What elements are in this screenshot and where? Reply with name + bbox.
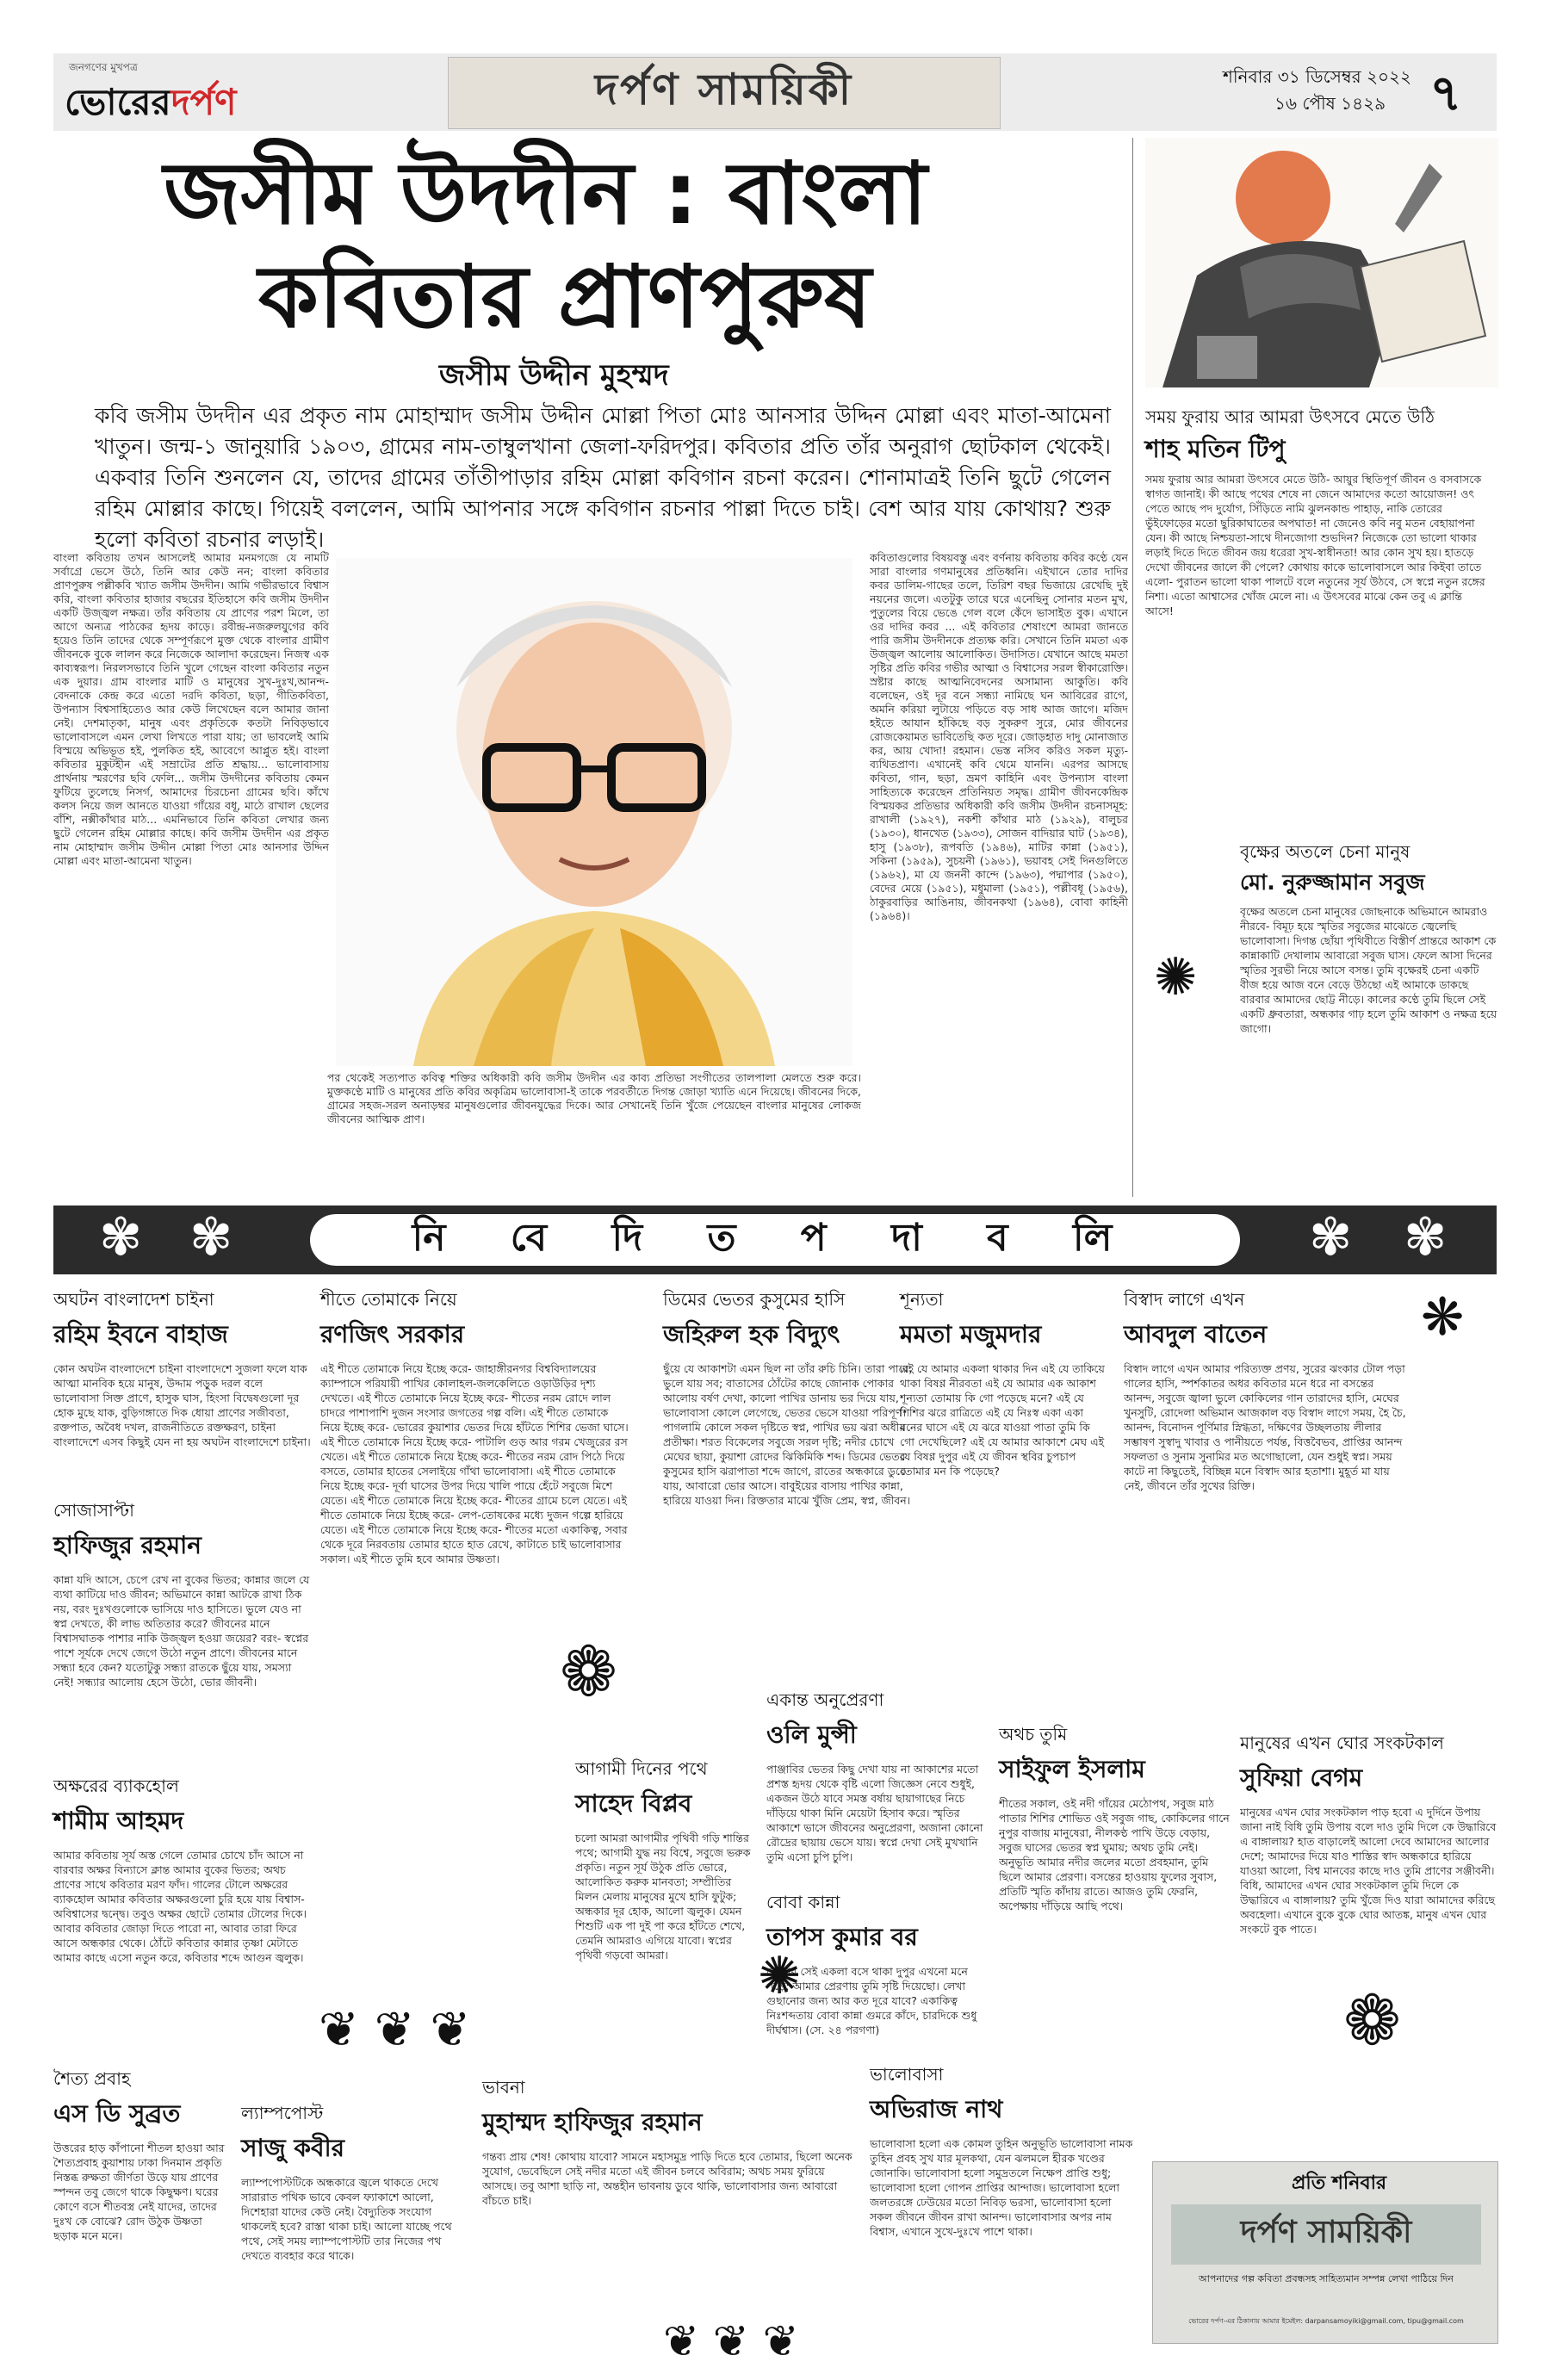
artwork-illustration: [1145, 138, 1498, 387]
poem-author: অভিরাজ নাথ: [870, 2095, 1003, 2123]
mandala-ornament-icon: ❋: [1421, 1287, 1465, 1348]
promo-title: দর্পণ সাময়িকী: [1171, 2204, 1481, 2265]
poem-title: বিস্বাদ লাগে এখন: [1124, 1289, 1245, 1310]
poem-title: শীতে তোমাকে নিয়ে: [320, 1289, 457, 1310]
sidebar-artwork: [1145, 138, 1498, 387]
vine-ornament-icon: ❦ ❦ ❦: [663, 2316, 799, 2366]
feature-author: জসীম উদ্দীন মুহম্মদ: [439, 358, 669, 393]
section-banner: [448, 57, 1001, 129]
feature-title-line2: কবিতার প্রাণপুরুষ: [258, 246, 871, 347]
poem-title: শূন্যতা: [900, 1289, 944, 1310]
date-gregorian: শনিবার ৩১ ডিসেম্বর ২০২২: [1223, 66, 1411, 87]
poem-author: রহিম ইবনে বাহাজ: [53, 1320, 228, 1348]
poem-card: [1124, 1287, 1408, 1714]
poem-author: হাফিজুর রহমান: [53, 1531, 202, 1559]
poem-author: তাপস কুমার বর: [766, 1923, 918, 1951]
page-number: ৭: [1429, 64, 1462, 122]
sidebar-poem1-title: সময় ফুরায় আর আমরা উৎসবে মেতে উঠি: [1145, 406, 1435, 427]
poem-text: ছুঁয়ে যে আকাশটা এমন ছিল না তাঁর রুচি চিনি। তারা পারে, ভুলে যায় সব; বাতাসের ঠোঁটের কাছে জোনাক পোকার আলোয় বর্ষণ দেখা, কালো পাখির ডানায় ভর দিয়ে যায়, ভালোবাসা কোলে লেগেছে, ভেতর ভেসে যাওয়া পরিপূর্ণ। পাগলামি কোলে সকল দৃষ্টিতে স্বপ্ন, পাখির ভয় ঝরা অধীর প্রতীক্ষা। শরত বিকেলের সবুজে সরল দৃষ্টি; নদীর চোখে মেঘের ছায়া, কুয়াশা রোদের ঝিকিমিকি শব্দ। ডিমের ভেতর কুসুমের হাসি ঝরাপাতা শব্দে জাগে, রাতের অন্ধকারে ডুবে যায়, আবারো ভোর আসে। বাবুইয়ের বাসায় পাখির কান্না, হারিয়ে যাওয়া দিন। রিক্ততার মাঝে খুঁজি প্রেম, স্বপ্ন, জীবন।: [663, 1362, 913, 1507]
poem-title: একান্ত অনুপ্রেরণা: [766, 1689, 884, 1710]
poem-text: পাঞ্জাবির ভেতর কিছু দেখা যায় না আকাশের মতো প্রশস্ত হৃদয় থেকে বৃষ্টি এলো জিজ্ঞেস নেবে শুধুই, একজন উঠে যাবে সমস্ত বর্ষায় ছায়াগাছের নিচে দাঁড়িয়ে থাকা মিনি মেয়েটা হিসাব করে। স্মৃতির আকাশে ভাসে জীবনের অনুপ্রেরণা, অজানা কোনো রৌদ্রের ছায়ায় ভেসে যায়। স্বপ্নে দেখা সেই মুখখানি তুমি এসো চুপি চুপি।: [766, 1763, 983, 1863]
poem-text: চলো আমরা আগামীর পৃথিবী গড়ি শান্তির পথে; আগামী যুদ্ধ নয় বিশ্বে, সবুজে ভরুক প্রকৃতি। নতুন সূর্য উঠুক প্রতি ভোরে, আলোকিত করুক মানবতা; সম্প্রীতির মিলন মেলায় মানুষের মুখে হাসি ফুটুক; অন্ধকার দূর হোক, আলো জ্বলুক। যেমন শিশুটি এক পা দুই পা করে হাঁটতে শেখে, তেমনি আমরাও এগিয়ে যাবো। স্বপ্নের পৃথিবী গড়বো আমরা।: [575, 1831, 751, 1962]
poem-author: সাহেদ বিপ্লব: [575, 1789, 692, 1818]
poem-title: ভালোবাসা: [870, 2064, 944, 2085]
poem-text: বিস্বাদ লাগে এখন আমার পরিত্যক্ত প্রণয়, সুরের ঝংকার টোল পড়া গালের হাসি, স্পর্শকাতর অধর কবিতার মনে ধরে না বসন্তের আনন্দ, সবুজে জ্বালা ভুলে কোকিলের গান তারাদের হাসি, মেঘের খুনসুটি, রোদেলা অভিমান আজকাল বড় বিস্বাদ লাগে সময়, হৈ চৈ, আনন্দ, বিনোদন পূর্ণিমার স্নিগ্ধতা, দক্ষিণের উচ্ছলতায় লীলার সম্ভাষণ সুস্বাদু খাবার ও পানীয়তে পর্যন্ত, বিত্তবৈভব, প্রাপ্তির আনন্দ সফলতা ও সুনাম সুনামির মত অগোছালো, যেন শুধুই স্বপ্ন। সময় কাটে না কিছুতেই, বিচ্ছিন্ন মনে বিস্বাদ আর হতাশা। মুহূর্ত মা যায় নেই, জীবনে তাঁর সুখের রিক্তি।: [1124, 1362, 1406, 1492]
floral-ornament-icon: ✾: [1404, 1207, 1448, 1267]
poem-card: [241, 2101, 456, 2339]
poem-title: ডিমের ভেতর কুসুমের হাসি: [663, 1289, 846, 1310]
poem-title: আগামী দিনের পথে: [575, 1758, 708, 1779]
section-banner-title: দর্পণ সাময়িকী: [594, 64, 854, 115]
poet-portrait: [336, 558, 852, 1066]
poem-card: [53, 1287, 312, 1508]
poem-card: [870, 2062, 1137, 2352]
poem-text: তোমার সেই একলা বসে থাকা দুপুর এখনো মনে পড়ে; আমার প্রেরণায় তুমি সৃষ্টি দিয়েছো। লেখা গুছানোর জন্য আর কত দূরে যাবে? একাকিত্ব নিঃশব্দতায় বোবা কান্না গুমরে কাঁদে, চারদিকে শুধু দীর্ঘশ্বাস। (সে. ২৪ পরগণা): [766, 1965, 977, 2036]
poem-author: জহিরুল হক বিদ্যুৎ: [663, 1320, 840, 1348]
portrait-illustration: [336, 558, 852, 1066]
sidebar-poem1-text: সময় ফুরায় আর আমরা উৎসবে মেতে উঠি- আয়ুর স্থিতিপূর্ণ জীবন ও বসবাসকে স্বাগত জানাই। কী আছে পথের শেষে না জেনে আমাদের কতো আয়োজন! ওৎ পেতে আছে পদ দুর্যোগ, সিঁড়িতে নামি ঝুলনকান্ড পাহাড়, নাকি তোরের ভুঁইফোড়ের মতো ছুরিকাঘাতের অপঘাত! না জেনেও কবি নবু মতন বেহায়াপনা যেন। কী আছে নিশ্চয়তা-সাথে দীনজোগা শুভদিন? নিজেকে তো ভালো থাকার লড়াই দিতে দিতে জীবন জয় ধরেরা সুখ-স্বাধীনতা! আর কোন সুখ হয়। হাতড়ে দেখো জীবনের জালে কী পেলে? কোথায় কাকে ভালোবাসলে আর কিইবা তাতে এলো- পুরাতন ভালো থাকা পালটে বলে নতুনের সূর্য উঠবে, সে স্বপ্নে নতুন রঙ্গের নিশা। এতো আশ্বাসের খোঁজ মেলে না। এ উৎসবের মাঝে কেন তবু এ ক্লান্তি আসে!: [1145, 473, 1485, 617]
floral-ornament-icon: ✾: [1309, 1207, 1353, 1267]
poem-text: আমার কবিতায় সূর্য অস্ত গেলে তোমার চোখে চাঁদ আসে না বারবার অক্ষর বিন্যাসে ক্লান্ত আমার বুকের ভিতর; অথচ প্রাণের সাথে কবিতার মরণ ফাঁদ। গালের টোলে অক্ষরের ব্যাকহোল আমার কবিতার অক্ষরগুলো চুরি হয়ে যায় বিশ্বাস-অবিশ্বাসের দ্বন্দ্বে। তবুও অক্ষর ছোটে তোমার টোলের দিকে। আবার কবিতার জোড়া দিতে পারো না, আবার তারা ফিরে আসে অন্ধকার থেকে। ঠোঁটে কবিতার কান্নার তৃষ্ণা মেটাতে আমার কাছে এসো নতুন করে, কবিতার শব্দে আগুন জ্বলুক।: [53, 1849, 307, 1964]
poem-card: [53, 1774, 312, 2098]
section-title-box: [310, 1214, 1240, 1266]
poem-card: [482, 2075, 861, 2278]
poem-title: ল্যাম্পপোস্ট: [241, 2103, 324, 2123]
mandala-ornament-icon: ❁: [1343, 1980, 1402, 2061]
sidebar-poem2-title: বৃক্ষের অতলে চেনা মানুষ: [1240, 841, 1410, 862]
poem-text: কোন অঘটন বাংলাদেশে চাইনা বাংলাদেশে সুজলা ফলে যাক আত্মা মানবিক হয়ে মানুষ, উদ্দাম পড়ুক দরল বলে ভালোবাসা সিক্ত প্রাণে, হাসুক ঘাস, হিংসা বিদ্বেষগুলো দূর হোক মুছে যাক, বুড়িগঙ্গাতে দিক ধোয়া প্রাণের সজীবতা, রক্তপাত, অবৈধ দখল, রাজনীতিতে রক্তক্ষরণ, চাইনা বাংলাদেশে এসব কিছুই যেন না হয় অঘটন বাংলাদেশে চাইনা।: [53, 1362, 311, 1448]
column-rule: [1132, 138, 1133, 1197]
poem-title: অথচ তুমি: [999, 1724, 1068, 1745]
floral-ornament-icon: ✾: [189, 1207, 233, 1267]
poem-title: বোবা কান্না: [766, 1892, 840, 1912]
poem-text: গন্তব্য প্রায় শেষ! কোথায় যাবো? সামনে মহাসমুদ্র পাড়ি দিতে হবে তোমার, ছিলো অনেক সুযোগ, ভেবেছিলে সেই নদীর মতো এই জীবন চলবে অবিরাম; অথচ সময় ফুরিয়ে আসছে। তবু আশা ছাড়ি না, অন্তহীন ভাবনায় ডুবে থাকি, ভালোবাসার জন্য আবারো বাঁচতে চাই।: [482, 2150, 852, 2207]
sidebar-poem1-author: শাহ মতিন টিপু: [1145, 435, 1286, 463]
poem-text: উত্তরের হাড় কাঁপানো শীতল হাওয়া আর শৈত্যপ্রবাহ কুয়াশায় ঢাকা দিনমান প্রকৃতি নিস্তব্ধ রুক্ষতা জীর্ণতা উড়ে যায় প্রাণের স্পন্দন তবু জেগে থাকে কিছুক্ষণ। ঘরের কোণে বসে শীতবস্ত্র নেই যাদের, তাদের দুঃখ কে বোঝে? রোদ উঠুক উষ্ণতা ছড়াক মনে মনে।: [53, 2141, 225, 2242]
poem-title: শৈত্য প্রবাহ: [53, 2068, 131, 2089]
poem-author: সাইফুল ইসলাম: [999, 1755, 1145, 1783]
masthead-tagline: জনগণের মুখপত্র: [69, 61, 138, 73]
poem-text: কান্না যদি আসে, চেপে রেখ না বুকের ভিতর; কান্নার জলে যে ব্যথা কাটিয়ে দাও জীবন; অভিমানে কান্না আটকে রাখা ঠিক নয়, বরং দুঃখগুলোকে ভাসিয়ে দাও হাসিতে। ভুলে যেও না স্বপ্ন দেখতে, কী লাভ অতিতার করে? জীবনের মানে বিশ্বাসঘাতক পাশার নাকি উজ্জ্বল হওয়া জয়ের? বরং- স্বপ্নের পাশে সূর্যকে দেখে জেগে উঠো নতুন প্রাণে। জীবনের মানে সন্ধ্যা হবে কেন? যতোটুকু সন্ধ্যা রাতকে ছুঁয়ে যায়, সমস্যা নেই! সন্ধ্যার আলোয় হেসে উঠো, ভোর জীবনী।: [53, 1573, 310, 1689]
feature-title-line1: জসীম উদদীন : বাংলা: [164, 143, 927, 244]
promo-text: আপনাদের গল্প কবিতা প্রবন্ধসহ সাহিত্যমান সম্পন্ন লেখা পাঠিয়ে দিন: [1199, 2273, 1454, 2284]
poem-text: এই যে আমার একলা থাকার দিন এই যে তাকিয়ে থাকা বিষণ্ণ নীরবতা এই যে আমার এক আকাশ শূন্যতা তোমায় কি গো পড়েছে মনে? এই যে শিশির ঝরে রাত্রিতে এই যে নিঃস্ব একা একা মনের ঘাসে এই যে ঝরে যাওয়া পাতা তুমি কি গো দেখেছিলে? এই যে আমার আকাশে মেঘ এই যে বিষণ্ণ দুপুর এই যে জীবন স্থবির চুপচাপ তোমার মন কি পড়েছে?: [900, 1362, 1105, 1478]
logo-prefix: ভোরের: [65, 81, 171, 123]
poem-text: এই শীতে তোমাকে নিয়ে ইচ্ছে করে- জাহাঙ্গীরনগর বিশ্ববিদ্যালয়ের ক্যাম্পাসে পরিযায়ী পাখির কোলাহল-জলকেলিতে ওড়াউড়ির দৃশ্য দেখতে। এই শীতে তোমাকে নিয়ে ইচ্ছে করে- শীতের নরম রোদে লাল চাদরে পাশাপাশি দুজন সংসার জগতের গল্প বলি। এই শীতে তোমাকে নিয়ে ইচ্ছে করে- ভোরের কুয়াশার ভেতর দিয়ে হাঁটতে শিশির ভেজা ঘাসে। এই শীতে তোমাকে নিয়ে ইচ্ছে করে- পাটালি গুড় আর গরম খেজুরের রস খেতে। এই শীতে তোমাকে নিয়ে ইচ্ছে করে- শীতের নরম রোদ পিঠে দিয়ে বসতে, তোমার হাতের সেলাইয়ে গাঁথা ভালোবাসা। এই শীতে তোমাকে নিয়ে ইচ্ছে করে- দূর্বা ঘাসের উপর দিয়ে খালি পায়ে হেঁটে সবুজে মিশে যেতে। এই শীতে তোমাকে নিয়ে ইচ্ছে করে- শীতের গ্রামে চলে যেতে। এই শীতে তোমাকে নিয়ে ইচ্ছে করে- লেপ-তোষকের মধ্যে দুজন গল্পে হারিয়ে যেতে। এই শীতে তোমাকে নিয়ে ইচ্ছে করে- শীতের মতো একাকিত্ব, সবার থেকে দূরে নিরবতায় তোমার হাতে হাত রেখে, কাটাতে চাই ভালোবাসার সকাল। এই শীতে তুমি হবে আমার উষ্ণতা।: [320, 1362, 629, 1565]
vine-ornament-icon: ❦ ❦ ❦: [319, 2002, 471, 2058]
feature-intro: কবি জসীম উদদীন এর প্রকৃত নাম মোহাম্মাদ জসীম উদ্দীন মোল্লা পিতা মোঃ আনসার উদ্দিন মোল্লা এবং মাতা-আমেনা খাতুন। জন্ম-১ জানুয়ারি ১৯০৩, গ্রামের নাম-তাম্বুলখানা জেলা-ফরিদপুর। কবিতার প্রতি তাঁর অনুরাগ ছোটকাল থেকেই। একবার তিনি শুনলেন যে, তাদের গ্রামের তাঁতীপাড়ার রহিম মোল্লা কবিগান রচনা করেন। শোনামাত্রই তিনি ছুটে গেলেন রহিম মোল্লার কাছে। গিয়েই বললেন, আমি আপনার সঙ্গে কবিগান রচনার পাল্লা দিতে চাই। বেশ আর যায় কোথায়? শুরু হলো কবিতা রচনার লড়াই।: [95, 403, 1111, 552]
poem-author: এস ডি সুব্রত: [53, 2099, 181, 2128]
mandala-ornament-icon: ❁: [560, 1632, 618, 1712]
newspaper-logo[interactable]: [65, 74, 237, 135]
poem-text: ভালোবাসা হলো এক কোমল তুহিন অনুভূতি ভালোবাসা নামক তুহিন প্রবহ সুখ যার মূলকথা, যেন ঝলমলে হীরক খণ্ডের জোনাকি। ভালোবাসা হলো সমুদ্রতলে নিক্ষেপ প্রাপ্তি শুধু; ভালোবাসা হলো গোপন প্রাপ্তির আন্দাজ। ভালোবাসা হলো জলতরঙ্গে ঢেউয়ের মতো নিবিড় ভরসা, ভালোবাসা হলো সকল জীবনে জীবন রাখা আনন্দ। ভালোবাসার অপর নাম বিশ্বাস, এখানে সুখে-দুঃখে পাশে থাকা।: [870, 2137, 1133, 2238]
poem-text: শীতের সকাল, ওই নদী গাঁয়ের মেঠোপথ, সবুজ মাঠ পাতার শিশির শোভিত ওই সবুজ গাছ, কোকিলের গানে নুপুর বাজায় মানুষেরা, নীলকণ্ঠ পাখি উড়ে বেড়ায়, সবুজ ঘাসের ভেতর স্বপ্ন ঘুমায়; অথচ তুমি নেই। অনুভূতি আমার নদীর জলের মতো প্রবহমান, তুমি ছিলে আমার প্রেরণা। বসন্তের হাওয়ায় ফুলের সুবাস, প্রতিটি স্মৃতি কাঁদায় রাতে। আজও তুমি ফেরনি, অপেক্ষায় দাঁড়িয়ে আছি পথে।: [999, 1797, 1230, 1912]
poem-text: মানুষের এখন ঘোর সংকটকাল পাড় হবো এ দুর্দিনে উপায় জানা নাই বিধি তুমি উপায় বলে দাও তুমি দিলে কে উদ্ধারিবে এ বাঙ্গালায়? হাত বাড়ালেই আলো দেবে আমাদের আলোর দেশে; আমাদের দিয়ে যাও শাস্তির স্বাদ অন্ধকারে হারিয়ে যাওয়া আলো, বিশ্ব মানবের কাছে দাও তুমি প্রাণের সঞ্জীবনী। বিধি, আমাদের এখন ঘোর সংকটকাল তুমি দিলে কে উদ্ধারিবে এ বাঙ্গালায়? তুমি খুঁজে দিও যারা আমাদের করিছে অবহেলা। এখানে বুকে বুকে ঘোর আতঙ্ক, মানুষ এখন ঘোর সংকটে বুক পাতে।: [1240, 1806, 1497, 1936]
poem-author: সুফিয়া বেগম: [1240, 1763, 1363, 1792]
poem-card: [663, 1287, 921, 1680]
poem-author: মমতা মজুমদার: [900, 1320, 1042, 1348]
poem-card: [1240, 1731, 1498, 2149]
sidebar-poem2-text: বৃক্ষের অতলে চেনা মানুষের জোছনাকে অভিমানে আমরাও নীরবে- বিমূঢ় হয়ে স্মৃতির সবুজের মাঝেতে জ্বেলেছি ভালোবাসা। দিগন্ত ছোঁয়া পৃথিবীতে বিস্তীর্ণ প্রান্তরে আকাশ কে কান্নাকাটি দেখালাম আবারো সবুজ ঘাস। ফেলে আসা দিনের স্মৃতির সুরভী নিয়ে আসে বসন্ত। তুমি বৃক্ষেরই চেনা একটি বীজ হয়ে আজ বনে বেড়ে উঠছো এই আমাকে ডাকছে বারবার আমাদের ছোট্ট নীড়ে। কালের কণ্ঠে তুমি ছিলে সেই একটি ধ্রুবতারা, অন্ধকার গাঢ় হলে তুমি আকাশ ও নক্ষত্র হয়ে জাগো।: [1240, 905, 1497, 1035]
date-bengali: ১৬ পৌষ ১৪২৯: [1274, 93, 1386, 114]
poem-title: অক্ষরের ব্যাকহোল: [53, 1776, 179, 1796]
poem-title: অঘটন বাংলাদেশ চাইনা: [53, 1289, 214, 1310]
mandala-ornament-icon: ✺: [758, 1946, 802, 2006]
poem-author: মুহাম্মদ হাফিজুর রহমান: [482, 2108, 703, 2136]
floral-ornament-icon: ✾: [99, 1207, 143, 1267]
mandala-ornament-icon: ✺: [1154, 947, 1198, 1007]
poem-author: ওলি মুন্সী: [766, 1720, 857, 1749]
poem-author: শামীম আহমদ: [53, 1807, 184, 1835]
feature-column-left: বাংলা কবিতায় তখন আসলেই আমার মনমগজে যে নামটি সর্বাগ্রে ভেসে উঠে, তিনি আর কেউ নন; বাংলা কবিতার প্রাণপুরুষ পল্লীকবি খ্যাত জসীম উদদীন। আমি গভীরভাবে বিশ্বাস করি, বাংলা কবিতার হাজার বছরের ইতিহাসে কবি জসীম উদদীন একটি উজ্জ্বল নক্ষত্র। তাঁর কবিতায় যে প্রাণের পরশ মিলে, তা আগে অন্যত্র পাঠকের হৃদয় কাড়ে। রবীন্দ্র-নজরুলযুগের কবি হয়েও তিনি তাদের থেকে সম্পূর্ণরূপে মুক্ত থেকে বাংলার গ্রামীণ জীবনকে বুকে লালন করে নিজেকে আলাদা করেছেন। নিজস্ব এক কাব্যস্বরূপ। নিরলসভাবে তিনি খুলে গেছেন বাংলা কবিতার নতুন এক দুয়ার। গ্রাম বাংলার মাটি ও মানুষের সুখ-দুঃখ,আনন্দ-বেদনাকে কেন্দ্র করে এতো দরদি কবিতা, ছড়া, গীতিকবিতা, উপন্যাস বিশ্বসাহিত্যেও আর কেউ লিখেছেন বলে আমার জানা নেই। দেশমাতৃকা, মানুষ এবং প্রকৃতিকে কতটা নিবিড়ভাবে ভালোবাসলে এমন লেখা লিখতে পারা যায়; তা ভাবলেই আমি বিস্ময়ে অভিভূত হই, পুলকিত হই, আবেগে আপ্লুত হই। বাংলা কবিতার মুকুটহীন এই সম্রাটের প্রতি শ্রদ্ধায়... ভালোবাসায় প্রার্থনায় স্মরণের ছবি ফেলি... জসীম উদদীনের কবিতায় কেমন ফুটিয়ে তুলেছে নিসর্গ, আমাদের চিরচেনা গ্রামের ছবি। কাঁখে কলস নিয়ে জল আনতে যাওয়া গাঁয়ের বধূ, মাঠে রাখাল ছেলের বাঁশি, নক্সীকাঁথার মাঠ... এমনিভাবে তিনি কবিতা লেখার জন্য ছুটে গেলেন রহিম মোল্লার কাছে। কবি জসীম উদদীন এর প্রকৃত নাম মোহাম্মাদ জসীম উদ্দীন মোল্লা পিতা মোঃ আনসার উদ্দিন মোল্লা এবং মাতা-আমেনা খাতুন।: [53, 551, 329, 867]
logo-suffix: দর্পণ: [170, 81, 237, 123]
poem-title: সোজাসাপ্টা: [53, 1500, 134, 1521]
poem-card: [575, 1757, 756, 2037]
poem-card: [53, 1498, 312, 1770]
poem-author: সাজু কবীর: [241, 2134, 344, 2162]
poem-author: রণজিৎ সরকার: [320, 1320, 465, 1348]
poem-title: মানুষের এখন ঘোর সংকটকাল: [1240, 1732, 1444, 1753]
sidebar-poem2-author: মো. নুরুজ্জামান সবুজ: [1240, 870, 1425, 895]
promo-contact[interactable]: ভোরের দর্পণ-এর ঠিকানায় আমার ইমেইল: darpansamoyiki@gmail.com, tipu@gmail.com: [1188, 2317, 1464, 2325]
poem-card: [53, 2067, 226, 2330]
poem-author: আবদুল বাতেন: [1124, 1320, 1268, 1348]
poem-card: [999, 1722, 1231, 2029]
feature-column-under: পর থেকেই সত্যপাত কবিত্ব শক্তির অধিকারী কবি জসীম উদদীন এর কাব্য প্রতিভা সংগীতের তালপালা মেলতে শুরু করে। মুক্তকণ্ঠে মাটি ও মানুষের প্রতি কবির অকৃত্রিম ভালোবাসা-ই তাকে পরবর্তীতে দিগন্ত জোড়া খ্যাতি এনে দিয়েছে। জীবনের দিকে, গ্রামের সহজ-সরল অনাড়ম্বর মানুষগুলোর জীবনযুদ্ধের দিকে। আর সেখানেই তিনি খুঁজে পেয়েছেন বাংলার মানুষের লোকজ জীবনের আত্মিক প্রাণ।: [327, 1071, 861, 1125]
poem-card: [900, 1287, 1107, 1585]
promo-heading: প্রতি শনিবার: [1292, 2172, 1387, 2194]
poem-text: ল্যাম্পপোস্টটিকে অন্ধকারে জ্বলে থাকতে দেখে সারারাত পথিক ভাবে কেবল ফ্যাকাশে আলো, দিশেহারা যাদের কেউ নেই। বৈদ্যুতিক সংযোগ থাকলেই হবে? রাস্তা থাকা চাই। আলো যাচ্ছে পথে পথে, সেই সময় ল্যাম্পপোস্টটি তার নিজের পথ দেখতে ব্যবহার করে থাকে।: [241, 2176, 452, 2262]
poem-title: ভাবনা: [482, 2077, 525, 2098]
section-title: নি বে দি ত প দা ব লি: [412, 1215, 1138, 1260]
feature-column-right: কবিতাগুলোর বিষয়বস্তু এবং বর্ণনায় কবিতায় কবির কণ্ঠে যেন সারা বাংলার গণমানুষের প্রতিধ্বনি। এইখানে তোর দাদির কবর ডালিম-গাছের তলে, তিরিশ বছর ভিজায়ে রেখেছি দুই নয়নের জলে। এতটুকু তারে ঘরে এনেছিনু সোনার মতন মুখ, পুতুলের বিয়ে ভেঙে গেল বলে কেঁদে ভাসাইত বুক। এখানে ওর দাদির কবর ... এই কবিতার শেষাংশে আমরা জানতে পারি জসীম উদদীনকে প্রত্যক্ষ করি। সেখানে তিনি মমতা এক উজ্জ্বল আলোয় আলোকিত। উদাসিত। যেখানে আছে মমতা সৃষ্টির প্রতি কবির গভীর আত্মা ও বিশ্বাসের সরল স্বীকারোক্তি। স্রষ্টার কাছে আত্মনিবেদনের অসামান্য আকুতি। কবি বলেছেন, ওই দূর বনে সন্ধ্যা নামিছে ঘন আবিরের রাগে, অমনি করিয়া লুটায়ে পড়িতে বড় সাধ আজ জাগে। মজিদ হইতে আযান হাঁকিছে বড় সুকরুণ সুরে, মোর জীবনের রোজকেয়ামত ভাবিতেছি কত দূরে। জোড়হাত দাদু মোনাজাত কর, আয় খোদা! রহমান। ভেস্ত নসিব করিও সকল মৃত্যু-ব্যথিতপ্রাণ। এখানেই কবি থেমে যাননি। এরপর আসছে কবিতা, গান, ছড়া, ভ্রমণ কাহিনি এবং উপন্যাস বাংলা সাহিত্যকে করেছেন প্রতিনিয়ত সমৃদ্ধ। গ্রামীণ জীবনকেন্দ্রিক বিস্ময়কর প্রতিভার অধিকারী কবি জসীম উদদীন রচনাসমূহ: রাখালী (১৯২৭), নকশী কাঁথার মাঠ (১৯২৯), বালুচর (১৯৩০), ধানখেত (১৯৩৩), সোজন বাদিয়ার ঘাট (১৯৩৪), হাসু (১৯৩৮), রূপবতি (১৯৪৬), মাটির কান্না (১৯৫১), সকিনা (১৯৫৯), সুচয়নী (১৯৬১), ভয়াবহ সেই দিনগুলিতে (১৯৬২), মা যে জননী কান্দে (১৯৬৩), পদ্মাপার (১৯৫০), বেদের মেয়ে (১৯৫১), মধুমালা (১৯৫১), পল্লীবধূ (১৯৫৬), ঠাকুরবাড়ির আঙিনায়, জীবনকথা (১৯৬৪), বোবা কাহিনী (১৯৬৪)।: [870, 551, 1128, 922]
